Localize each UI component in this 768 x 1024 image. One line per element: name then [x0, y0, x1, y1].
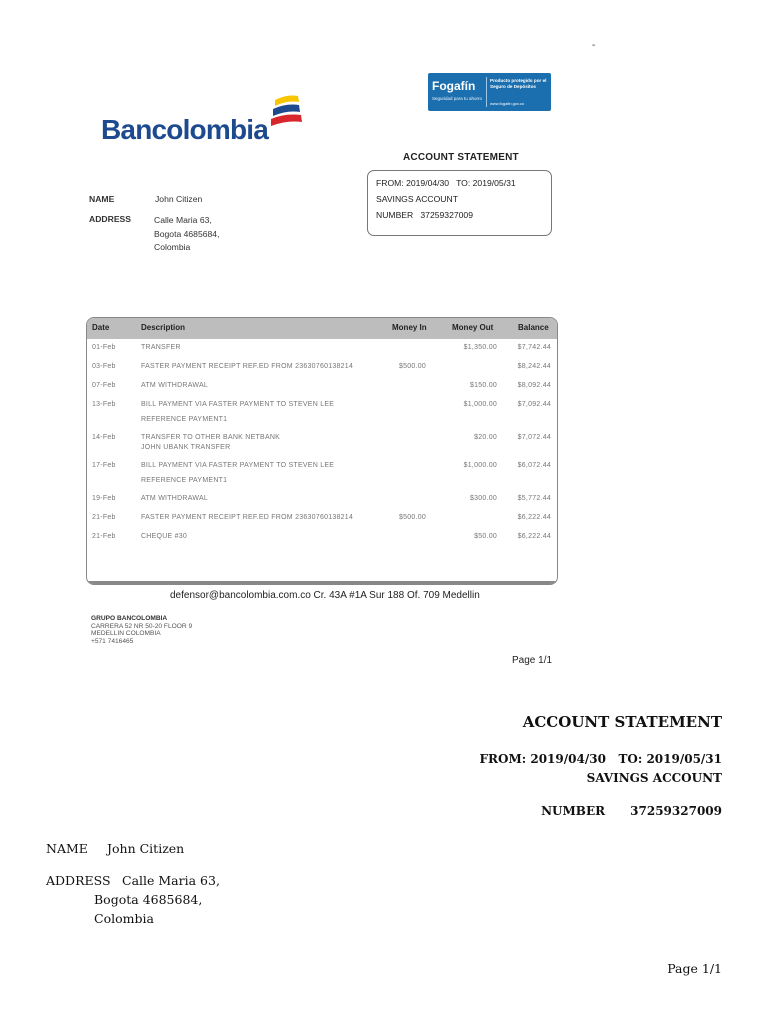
- lower-statement-title: ACCOUNT STATEMENT: [522, 713, 722, 731]
- fogafin-divider: [486, 77, 487, 107]
- row-balance: $6,222.44: [517, 514, 551, 521]
- address-label: ADDRESS: [89, 214, 132, 224]
- row-description: BILL PAYMENT VIA FASTER PAYMENT TO STEVEN LEE: [141, 401, 335, 408]
- period-box: [367, 170, 552, 236]
- row-description: FASTER PAYMENT RECEIPT REF.ED FROM 23630760138214: [141, 363, 354, 370]
- col-money-out: Money Out: [452, 323, 494, 332]
- row-date: 21-Feb: [92, 533, 116, 540]
- lower-customer-name: John Citizen: [107, 841, 185, 856]
- row-money-in: $500.00: [399, 514, 427, 521]
- row-balance: $7,092.44: [517, 401, 551, 408]
- account-type: SAVINGS ACCOUNT: [376, 194, 458, 204]
- row-date: 13-Feb: [92, 401, 116, 408]
- row-date: 21-Feb: [92, 514, 116, 521]
- address-line: Colombia: [154, 242, 191, 252]
- period-text: FROM: 2019/04/30 TO: 2019/05/31: [376, 178, 516, 188]
- row-balance: $8,092.44: [517, 382, 551, 389]
- statement-title: ACCOUNT STATEMENT: [403, 152, 519, 163]
- row-money-out: $1,350.00: [463, 344, 497, 351]
- fogafin-name: Fogafín: [432, 79, 476, 93]
- row-money-out: $50.00: [474, 533, 497, 540]
- row-balance: $8,242.44: [517, 363, 551, 370]
- fogafin-tagline: Seguridad para tu ahorro: [432, 96, 483, 101]
- address-line: Calle Maria 63,: [154, 215, 212, 225]
- grupo-line: MEDELLIN COLOMBIA: [91, 630, 161, 638]
- row-balance: $7,072.44: [517, 434, 551, 441]
- grupo-title: GRUPO BANCOLOMBIA: [91, 615, 168, 622]
- logo-text: Bancolombia: [101, 114, 269, 145]
- row-description: BILL PAYMENT VIA FASTER PAYMENT TO STEVEN LEE: [141, 462, 335, 469]
- lower-number-value: 37259327009: [630, 804, 722, 818]
- flag-icon: [265, 92, 305, 136]
- fogafin-url: www.fogafin.gov.co: [490, 101, 525, 106]
- address-line: Bogota 4685684,: [154, 228, 220, 239]
- row-description-line2: REFERENCE PAYMENT1: [141, 477, 228, 484]
- row-description-line2: REFERENCE PAYMENT1: [141, 416, 228, 423]
- customer-address: [154, 214, 219, 255]
- row-money-out: $300.00: [469, 495, 497, 502]
- page-number-top: Page 1/1: [512, 655, 553, 666]
- row-balance: $6,072.44: [517, 462, 551, 469]
- row-money-out: $20.00: [474, 434, 497, 441]
- row-description: TRANSFER TO OTHER BANK NETBANK: [141, 434, 281, 441]
- lower-period: FROM: 2019/04/30 TO: 2019/05/31: [479, 752, 722, 766]
- row-description: ATM WITHDRAWAL: [141, 495, 209, 502]
- transactions-table: [86, 317, 558, 585]
- col-date: Date: [92, 323, 110, 332]
- row-money-out: $1,000.00: [463, 401, 497, 408]
- row-money-out: $150.00: [469, 382, 497, 389]
- lower-account-number: [533, 790, 722, 818]
- row-date: 03-Feb: [92, 363, 116, 370]
- row-date: 14-Feb: [92, 434, 116, 441]
- row-balance: $7,742.44: [517, 344, 551, 351]
- col-balance: Balance: [518, 323, 549, 332]
- row-money-out: $1,000.00: [463, 462, 497, 469]
- account-number: NUMBER 37259327009: [376, 210, 473, 220]
- customer-name: John Citizen: [155, 194, 203, 204]
- row-date: 07-Feb: [92, 382, 116, 389]
- row-date: 17-Feb: [92, 462, 116, 469]
- row-balance: $6,222.44: [517, 533, 551, 540]
- lower-address-line: Colombia: [94, 911, 154, 926]
- lower-name-label: NAME: [46, 841, 88, 856]
- lower-address-label: ADDRESS: [46, 873, 111, 888]
- fogafin-badge: [428, 73, 551, 111]
- row-balance: $5,772.44: [517, 495, 551, 502]
- lower-account-type: SAVINGS ACCOUNT: [586, 771, 722, 785]
- lower-address-line: Bogota 4685684,: [94, 892, 203, 907]
- grupo-address: [91, 615, 192, 645]
- grupo-line: CARRERA 52 NR 50-20 FLOOR 9: [91, 622, 193, 630]
- contact-line: defensor@bancolombia.com.co Cr. 43A #1A Sur 188 Of. 709 Medellin: [170, 590, 480, 601]
- fogafin-protection-text: Producto protegido por el Seguro de Depósitos: [490, 78, 547, 89]
- page-number-bottom: Page 1/1: [667, 961, 722, 976]
- row-description: CHEQUE #30: [141, 533, 188, 540]
- table-header: [87, 318, 557, 339]
- mark-dot: -: [592, 40, 596, 51]
- row-date: 01-Feb: [92, 344, 116, 351]
- row-description: TRANSFER: [141, 344, 181, 351]
- grupo-line: +571 7416465: [91, 637, 134, 645]
- lower-number-label: NUMBER: [541, 804, 606, 818]
- name-label: NAME: [89, 194, 115, 204]
- row-description-line2: JOHN UBANK TRANSFER: [141, 444, 231, 451]
- col-money-in: Money In: [392, 323, 427, 332]
- row-date: 19-Feb: [92, 495, 116, 502]
- row-description: ATM WITHDRAWAL: [141, 382, 209, 389]
- col-description: Description: [141, 323, 186, 332]
- row-money-in: $500.00: [399, 363, 427, 370]
- table-bottom-border: [87, 581, 557, 584]
- lower-address-line: Calle Maria 63,: [122, 873, 220, 888]
- row-description: FASTER PAYMENT RECEIPT REF.ED FROM 23630760138214: [141, 514, 354, 521]
- bancolombia-logo: [101, 92, 306, 148]
